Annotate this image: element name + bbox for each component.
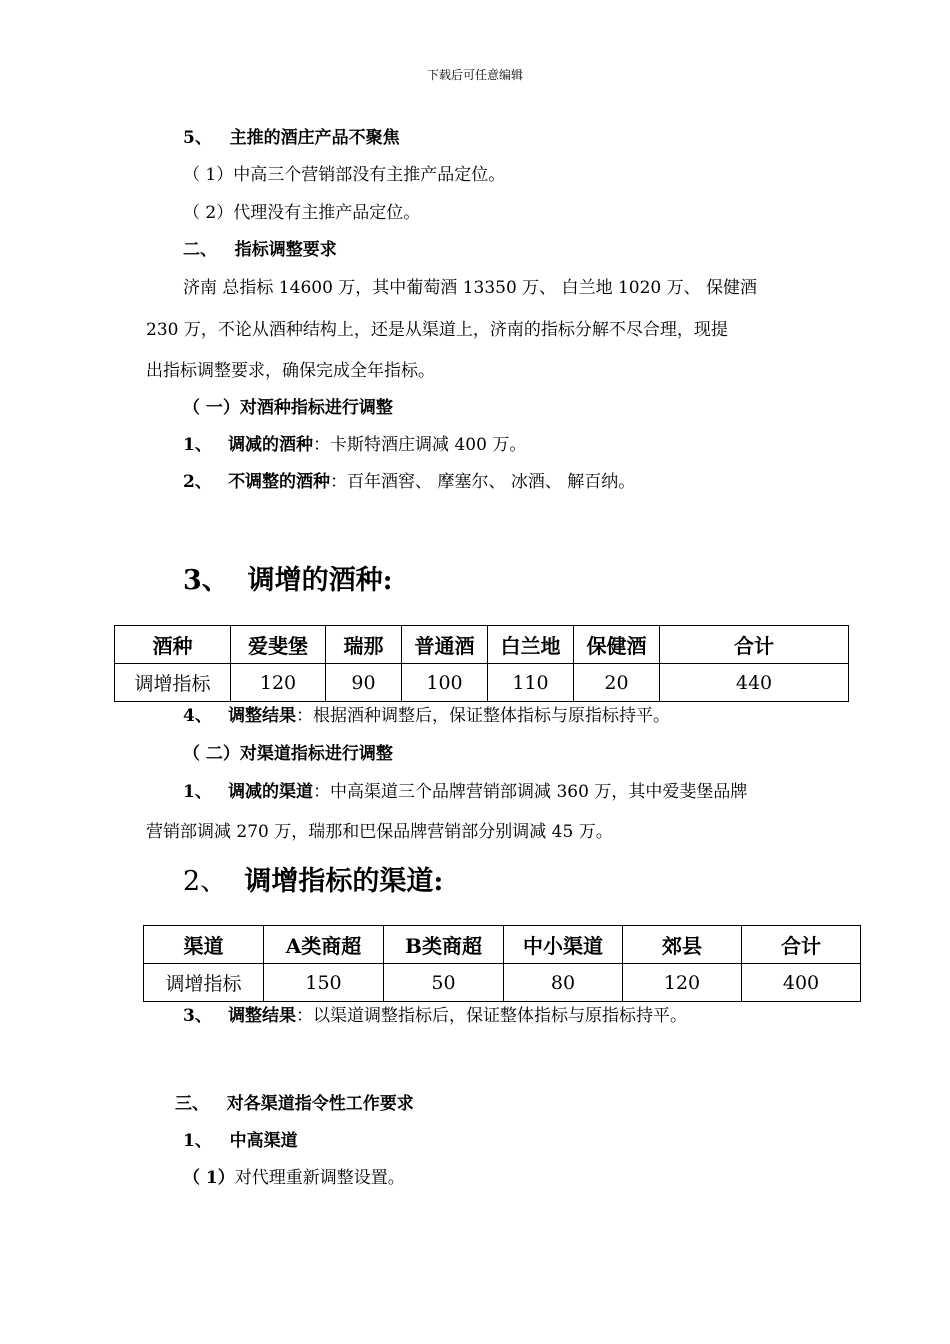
subsection-heading bbox=[183, 1129, 298, 1153]
table-header-cell: 合计 bbox=[742, 926, 861, 964]
item-label: 不调整的酒种 bbox=[228, 472, 331, 492]
heading-title: 调增的酒种: bbox=[247, 565, 393, 596]
table-cell: 120 bbox=[231, 664, 326, 702]
list-item bbox=[183, 1166, 405, 1190]
item-number: 4、 bbox=[183, 706, 212, 726]
section-title: 主推的酒庄产品不聚焦 bbox=[229, 128, 400, 148]
section-3-heading bbox=[175, 1092, 414, 1116]
page-header: 下载后可任意编辑 bbox=[426, 68, 523, 82]
table-header-cell: 瑞那 bbox=[326, 626, 402, 664]
large-heading bbox=[183, 564, 393, 598]
item-label: 调整结果 bbox=[228, 706, 297, 726]
table-header-cell: A类商超 bbox=[264, 926, 384, 964]
section-number: 三、 bbox=[175, 1094, 209, 1114]
list-item bbox=[183, 780, 747, 804]
list-item bbox=[183, 433, 526, 457]
large-heading bbox=[183, 865, 443, 899]
table-cell: 50 bbox=[384, 964, 504, 1002]
item-number: 1、 bbox=[183, 782, 212, 802]
paragraph-line: 230 万，不论从酒种结构上，还是从渠道上，济南的指标分解不尽合理，现提 bbox=[146, 320, 728, 340]
list-item: （ 2）代理没有主推产品定位。 bbox=[183, 203, 421, 223]
table-header-row bbox=[144, 926, 861, 964]
table-cell: 调增指标 bbox=[115, 664, 231, 702]
section-5-heading bbox=[183, 126, 400, 150]
table-cell: 110 bbox=[488, 664, 574, 702]
list-item bbox=[183, 1004, 687, 1028]
item-text: ：以渠道调整指标后，保证整体指标与原指标持平。 bbox=[296, 1006, 688, 1026]
table-cell: 440 bbox=[660, 664, 849, 702]
table-cell: 100 bbox=[402, 664, 488, 702]
wine-type-increase-table bbox=[114, 625, 849, 702]
table-cell: 120 bbox=[623, 964, 742, 1002]
table-cell: 150 bbox=[264, 964, 384, 1002]
table-row bbox=[144, 964, 861, 1002]
item-number: 1、 bbox=[183, 435, 212, 455]
table-header-row bbox=[115, 626, 849, 664]
item-number: （ 1） bbox=[183, 1168, 235, 1188]
item-number: 2、 bbox=[183, 472, 212, 492]
table-header-cell: 保健酒 bbox=[574, 626, 660, 664]
item-text: 对代理重新调整设置。 bbox=[234, 1168, 405, 1188]
paragraph-line: 营销部调减 270 万，瑞那和巴保品牌营销部分别调减 45 万。 bbox=[146, 822, 613, 842]
subsection-heading: （ 一）对酒种指标进行调整 bbox=[183, 398, 393, 418]
section-title: 指标调整要求 bbox=[234, 240, 337, 260]
table-cell: 90 bbox=[326, 664, 402, 702]
subsection-heading: （ 二）对渠道指标进行调整 bbox=[183, 744, 393, 764]
table-header-cell: 中小渠道 bbox=[504, 926, 623, 964]
item-label: 调减的渠道 bbox=[228, 782, 314, 802]
list-item bbox=[183, 704, 670, 728]
table-header-cell: 合计 bbox=[660, 626, 849, 664]
heading-number: 3、 bbox=[183, 565, 229, 596]
table-cell: 调增指标 bbox=[144, 964, 264, 1002]
item-text: ：中高渠道三个品牌营销部调减 360 万，其中爱斐堡品牌 bbox=[313, 782, 748, 802]
table-cell: 20 bbox=[574, 664, 660, 702]
section-number: 1、 bbox=[183, 1131, 212, 1151]
heading-title: 调增指标的渠道: bbox=[244, 866, 444, 897]
item-number: 3、 bbox=[183, 1006, 212, 1026]
table-row bbox=[115, 664, 849, 702]
paragraph-line: 出指标调整要求，确保完成全年指标。 bbox=[146, 361, 435, 381]
table-header-cell: B类商超 bbox=[384, 926, 504, 964]
list-item: （ 1）中高三个营销部没有主推产品定位。 bbox=[183, 165, 506, 185]
list-item bbox=[183, 470, 635, 494]
section-title: 中高渠道 bbox=[229, 1131, 298, 1151]
heading-number: 2、 bbox=[183, 866, 228, 897]
item-label: 调整结果 bbox=[228, 1006, 297, 1026]
item-text: ：百年酒窖、 摩塞尔、 冰酒、 解百纳。 bbox=[330, 472, 636, 492]
section-2-heading bbox=[183, 238, 337, 262]
item-text: ：卡斯特酒庄调减 400 万。 bbox=[313, 435, 527, 455]
section-number: 5、 bbox=[183, 128, 212, 148]
table-cell: 400 bbox=[742, 964, 861, 1002]
table-header-cell: 酒种 bbox=[115, 626, 231, 664]
item-label: 调减的酒种 bbox=[228, 435, 314, 455]
item-text: ：根据酒种调整后，保证整体指标与原指标持平。 bbox=[296, 706, 671, 726]
paragraph-line: 济南 总指标 14600 万，其中葡萄酒 13350 万、 白兰地 1020 万、 保健酒 bbox=[183, 278, 758, 298]
section-number: 二、 bbox=[183, 240, 217, 260]
channel-increase-table bbox=[143, 925, 861, 1002]
table-header-cell: 爱斐堡 bbox=[231, 626, 326, 664]
table-header-cell: 普通酒 bbox=[402, 626, 488, 664]
table-header-cell: 白兰地 bbox=[488, 626, 574, 664]
table-cell: 80 bbox=[504, 964, 623, 1002]
table-header-cell: 郊县 bbox=[623, 926, 742, 964]
section-title: 对各渠道指令性工作要求 bbox=[226, 1094, 414, 1114]
table-header-cell: 渠道 bbox=[144, 926, 264, 964]
